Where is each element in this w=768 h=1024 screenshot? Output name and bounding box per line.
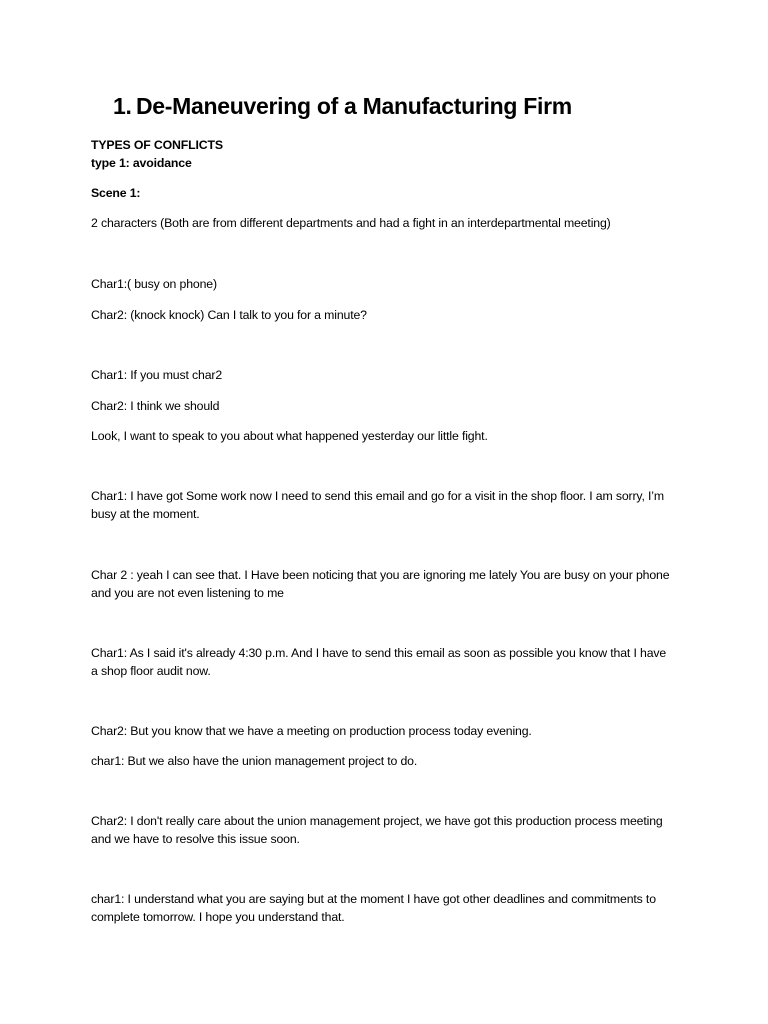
document-title xyxy=(113,93,572,120)
conflict-type-1: type 1: avoidance xyxy=(91,156,192,170)
dialogue-line: Char2: I think we should xyxy=(91,399,220,413)
dialogue-line: Char1: I have got Some work now I need to send this email and go for a visit in the shop floor. I am sorry, I’m busy at the moment. xyxy=(91,489,664,521)
dialogue-line: Char2: I don't really care about the union management project, we have got this production process meeting and we have to resolve this issue soon. xyxy=(91,814,663,846)
dialogue-line: Char1: If you must char2 xyxy=(91,368,223,382)
heading-text: De-Maneuvering of a Manufacturing Firm xyxy=(136,93,572,119)
dialogue-line: Char1:( busy on phone) xyxy=(91,277,217,291)
dialogue-line: Char2: (knock knock) Can I talk to you for a minute? xyxy=(91,308,367,322)
dialogue-line: Char1: As I said it's already 4:30 p.m. And I have to send this email as soon as possible you know that I have a shop floor audit now. xyxy=(91,646,667,678)
types-of-conflicts-label: TYPES OF CONFLICTS xyxy=(91,138,223,152)
dialogue-line: char1: I understand what you are saying but at the moment I have got other deadlines and commitments to complete tomorrow. I hope you understand that. xyxy=(91,892,656,924)
dialogue-line: Look, I want to speak to you about what happened yesterday our little fight. xyxy=(91,429,488,443)
scene-label: Scene 1: xyxy=(91,186,141,200)
dialogue-line: Char 2 : yeah I can see that. I Have been noticing that you are ignoring me lately You are busy on your phone and you are not even listening to me xyxy=(91,568,670,600)
scene-setup: 2 characters (Both are from different departments and had a fight in an interdepartmental meeting) xyxy=(91,216,611,230)
dialogue-line: char1: But we also have the union management project to do. xyxy=(91,754,418,768)
dialogue-line: Char2: But you know that we have a meeting on production process today evening. xyxy=(91,724,532,738)
heading-number: 1. xyxy=(113,93,132,119)
